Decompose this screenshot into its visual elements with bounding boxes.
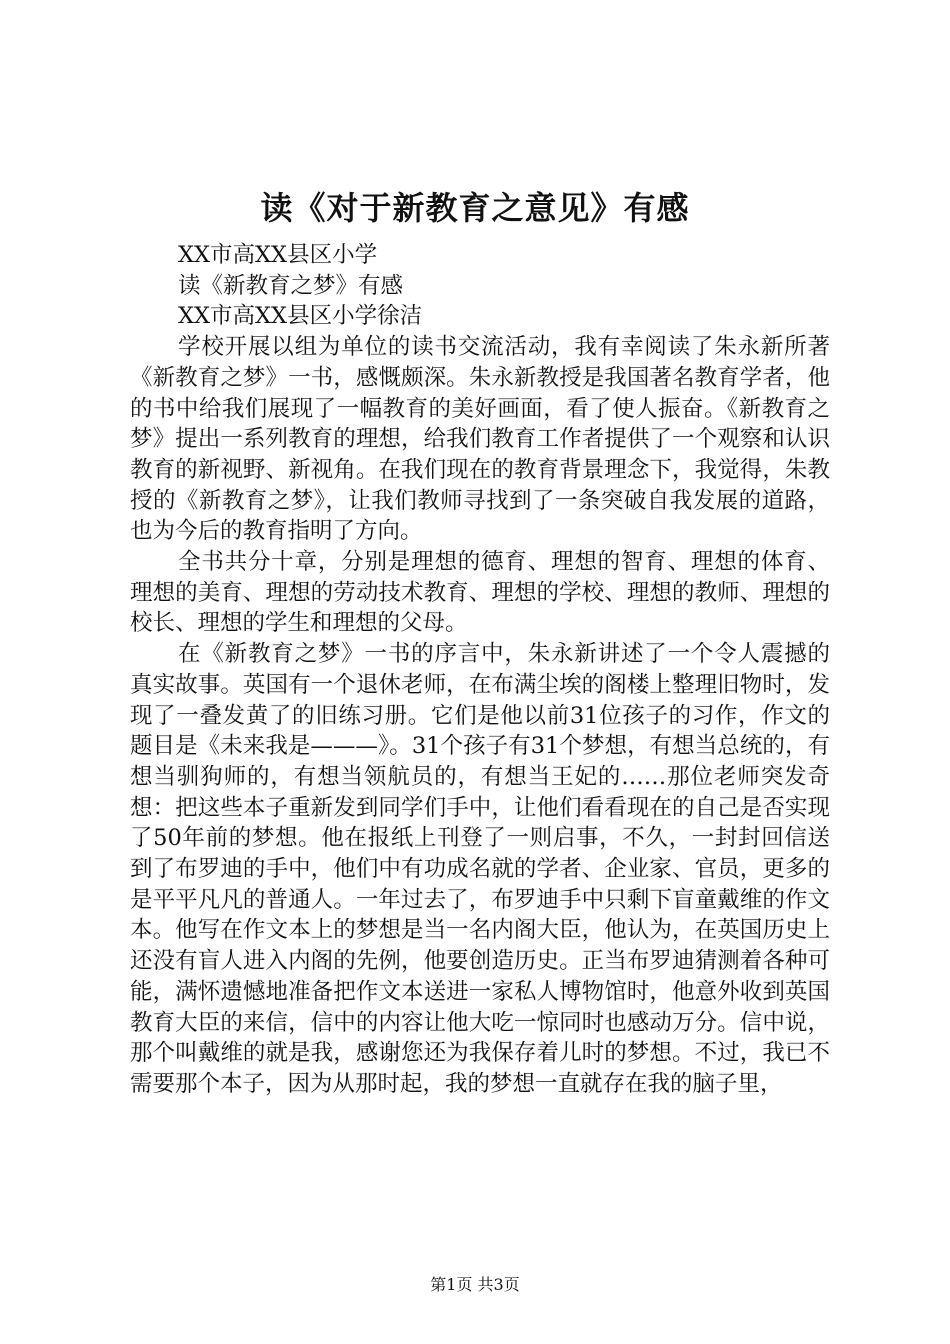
paragraph-story: 在《新教育之梦》一书的序言中，朱永新讲述了一个令人震撼的真实故事。英国有一个退休老师，在布满尘埃的阁楼上整理旧物时，发现了一叠发黄了的旧练习册。它们是他以前31位孩子的习作，作文的题目是《未来我是———》。31个孩子有31个梦想，有想当总统的，有想当驯狗师的，有想当领航员的，有想当王妃的……那位老师突发奇想：把这些本子重新发到同学们手中，让他们看看现在的自己是否实现了50年前的梦想。他在报纸上刊登了一则启事，不久，一封封回信送到了布罗迪的手中，他们中有功成名就的学者、企业家、官员，更多的是平平凡凡的普通人。一年过去了，布罗迪手中只剩下盲童戴维的作文本。他写在作文本上的梦想是当一名内阁大臣，他认为，在英国历史上还没有盲人进入内阁的先例，他要创造历史。正当布罗迪猜测着各种可能，满怀遗憾地准备把作文本送进一家私人博物馆时，他意外收到英国教育大臣的来信，信中的内容让他大吃一惊同时也感动万分。信中说，那个叫戴维的就是我，感谢您还为我保存着儿时的梦想。不过，我已不需要那个本子，因为从那时起，我的梦想一直就存在我的脑子里，	[130, 641, 830, 1097]
header-line-subtitle: 读《新教育之梦》有感	[178, 272, 404, 299]
document-title: 读《对于新教育之意见》有感	[260, 189, 690, 227]
header-line-author: XX市高XX县区小学徐洁	[178, 303, 423, 330]
paragraph-chapters: 全书共分十章，分别是理想的德育、理想的智育、理想的体育、理想的美育、理想的劳动技术教育、理想的学校、理想的教师、理想的校长、理想的学生和理想的父母。	[130, 549, 830, 637]
document-body	[130, 240, 830, 1100]
header-line-school: XX市高XX县区小学	[178, 242, 378, 268]
paragraph-intro: 学校开展以组为单位的读书交流活动，我有幸阅读了朱永新所著《新教育之梦》一书，感慨颇深。朱永新教授是我国著名教育学者，他的书中给我们展现了一幅教育的美好画面，看了使人振奋。《新教育之梦》提出一系列教育的理想，给我们教育工作者提供了一个观察和认识教育的新视野、新视角。在我们现在的教育背景理念下，我觉得，朱教授的《新教育之梦》，让我们教师寻找到了一条突破自我发展的道路，也为今后的教育指明了方向。	[130, 334, 830, 545]
page-footer: 第1页 共3页	[430, 1275, 520, 1294]
